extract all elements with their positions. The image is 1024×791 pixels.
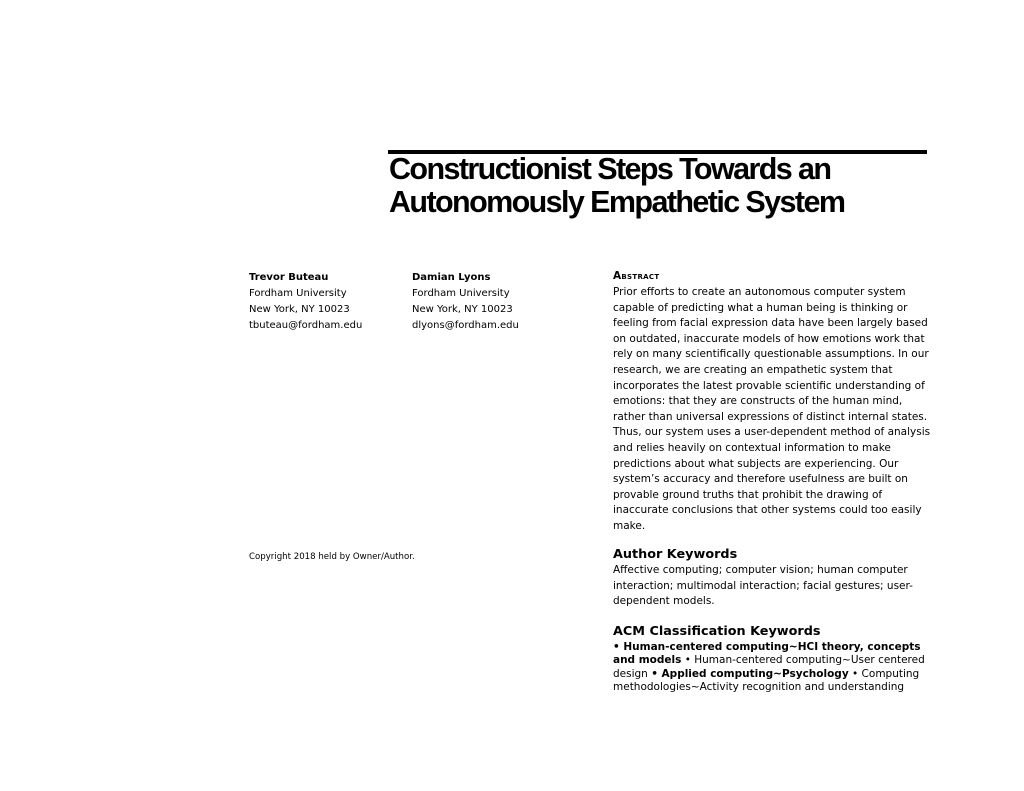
ccs-item-bold: • Human-centered computing~HCI theory, concepts and models	[613, 641, 921, 667]
ccs-item-bold: • Applied computing~Psychology	[651, 667, 849, 680]
author-keywords-text: Affective computing; computer vision; human computer interaction; multimodal interaction; facial gestures; user-dependent models.	[613, 564, 913, 608]
ccs-item: • Human-centered computing~User centered design	[613, 654, 925, 680]
author-keywords-heading: Author Keywords	[613, 547, 738, 562]
author-name: Trevor Buteau	[249, 272, 329, 283]
author-location: New York, NY 10023	[412, 304, 513, 315]
author-name: Damian Lyons	[412, 272, 491, 283]
author-block-1	[249, 270, 362, 334]
author-location: New York, NY 10023	[249, 304, 350, 315]
ccs-item: • Computing methodologies~Activity recognition and understanding	[613, 667, 920, 694]
paper-title: Constructionist Steps Towards an Autonomously Empathetic System	[389, 152, 845, 219]
author-email: tbuteau@fordham.edu	[249, 320, 363, 331]
abstract-text: Prior efforts to create an autonomous computer system capable of predicting what a human being is thinking or feeling from facial expression data have been largely based on outdated, inaccurate models of how emotions work that rely on many scientifically questionable assumptions. In our research, we are creating an empathetic system that incorporates the latest provable scientific understanding of emotions: that they are constructs of the human mind, rather than universal expressions of distinct internal states. Thus, our system uses a user-dependent method of analysis and relies heavily on contextual information to make predictions about what subjects are experiencing. Our system’s accuracy and therefore usefulness are built on provable ground truths that prohibit the drawing of inaccurate conclusions that other systems could too easily make.	[613, 286, 931, 532]
abstract-heading: Abstract	[613, 270, 660, 282]
copyright-notice: Copyright 2018 held by Owner/Author.	[249, 552, 415, 562]
author-affiliation: Fordham University	[249, 288, 347, 299]
author-block-2	[412, 270, 519, 334]
acm-classification-text	[613, 641, 931, 695]
author-email: dlyons@fordham.edu	[412, 320, 519, 331]
acm-classification-heading: ACM Classification Keywords	[613, 624, 821, 639]
author-affiliation: Fordham University	[412, 288, 510, 299]
